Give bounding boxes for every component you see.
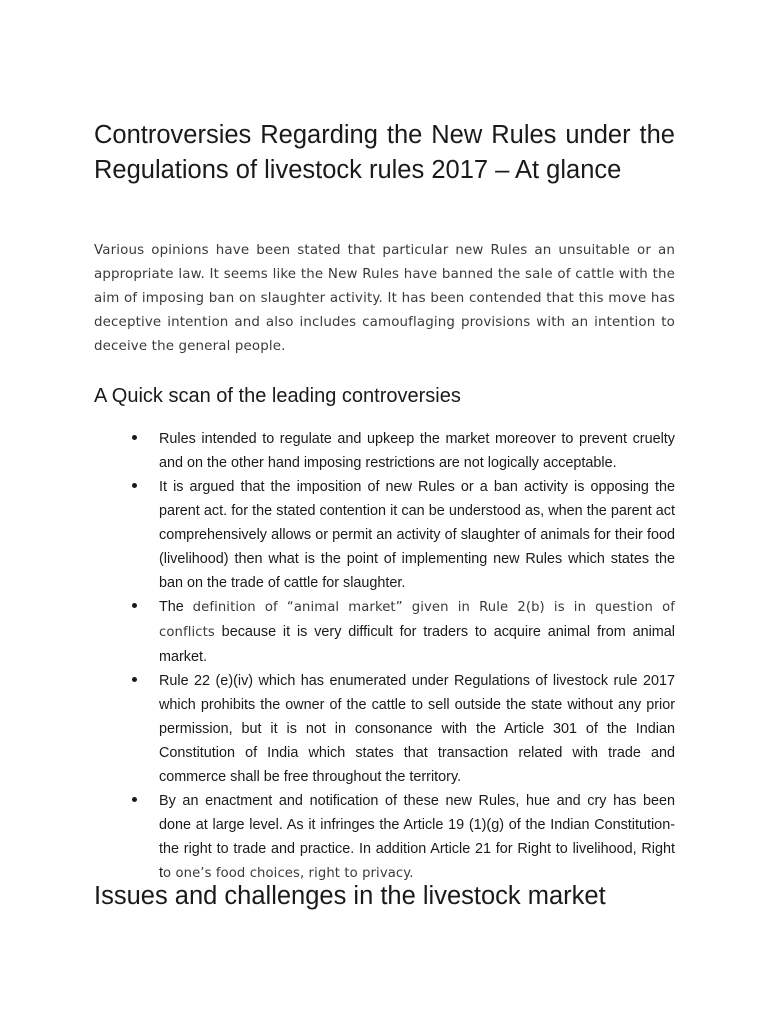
bullet-icon: [132, 677, 137, 682]
list-item-text: because it is very difficult for traders to acquire animal from animal market.: [159, 624, 675, 665]
list-item: [94, 789, 675, 886]
list-item-highlight: o one’s food choices, right to privacy.: [163, 866, 414, 881]
list-item: [94, 595, 675, 669]
list-item: [94, 669, 675, 789]
section-heading: A Quick scan of the leading controversies: [94, 385, 461, 407]
list-item-text: By an enactment and notification of these new Rules, hue and cry has been done at large level. As it infringes the Article 19 (1)(g) of the Indian Constitution- the right to trade and practice. In addition Article 21 for Right to livelihood, Right t: [159, 793, 675, 881]
list-item-text: Rule 22 (e)(iv) which has enumerated under Regulations of livestock rule 2017 which prohibits the owner of the cattle to sell outside the state without any prior permission, but it is not in consonance with the Article 301 of the Indian Constitution of India which states that transaction related with trade and commerce shall be free throughout the territory.: [159, 673, 675, 785]
list-item-text: It is argued that the imposition of new Rules or a ban activity is opposing the parent act. for the stated contention it can be understood as, when the parent act comprehensively allows or permit an activity of slaughter of animals for their food (livelihood) then what is the point of implementing new Rules which states the ban on the trade of cattle for slaughter.: [159, 479, 675, 591]
bullet-icon: [132, 603, 137, 608]
document-title: Controversies Regarding the New Rules under the Regulations of livestock rules 2017 – At glance: [94, 121, 675, 184]
controversies-list: [94, 427, 675, 886]
intro-paragraph: Various opinions have been stated that particular new Rules an unsuitable or an appropriate law. It seems like the New Rules have banned the sale of cattle with the aim of imposing ban on slaughter activity. It has been contended that this move has deceptive intention and also includes camouflaging provisions with an intention to deceive the general people.: [94, 243, 675, 354]
list-item-text: Rules intended to regulate and upkeep the market moreover to prevent cruelty and on the other hand imposing restrictions are not logically acceptable.: [159, 431, 675, 471]
list-item-highlight: definition of “animal market” given in Rule 2(b) is in question of conflicts: [159, 600, 675, 640]
list-item: [94, 427, 675, 475]
bullet-icon: [132, 797, 137, 802]
list-item-prefix: The: [159, 599, 193, 615]
bottom-heading: Issues and challenges in the livestock market: [94, 882, 606, 910]
bullet-icon: [132, 483, 137, 488]
bullet-icon: [132, 435, 137, 440]
list-item: [94, 475, 675, 595]
